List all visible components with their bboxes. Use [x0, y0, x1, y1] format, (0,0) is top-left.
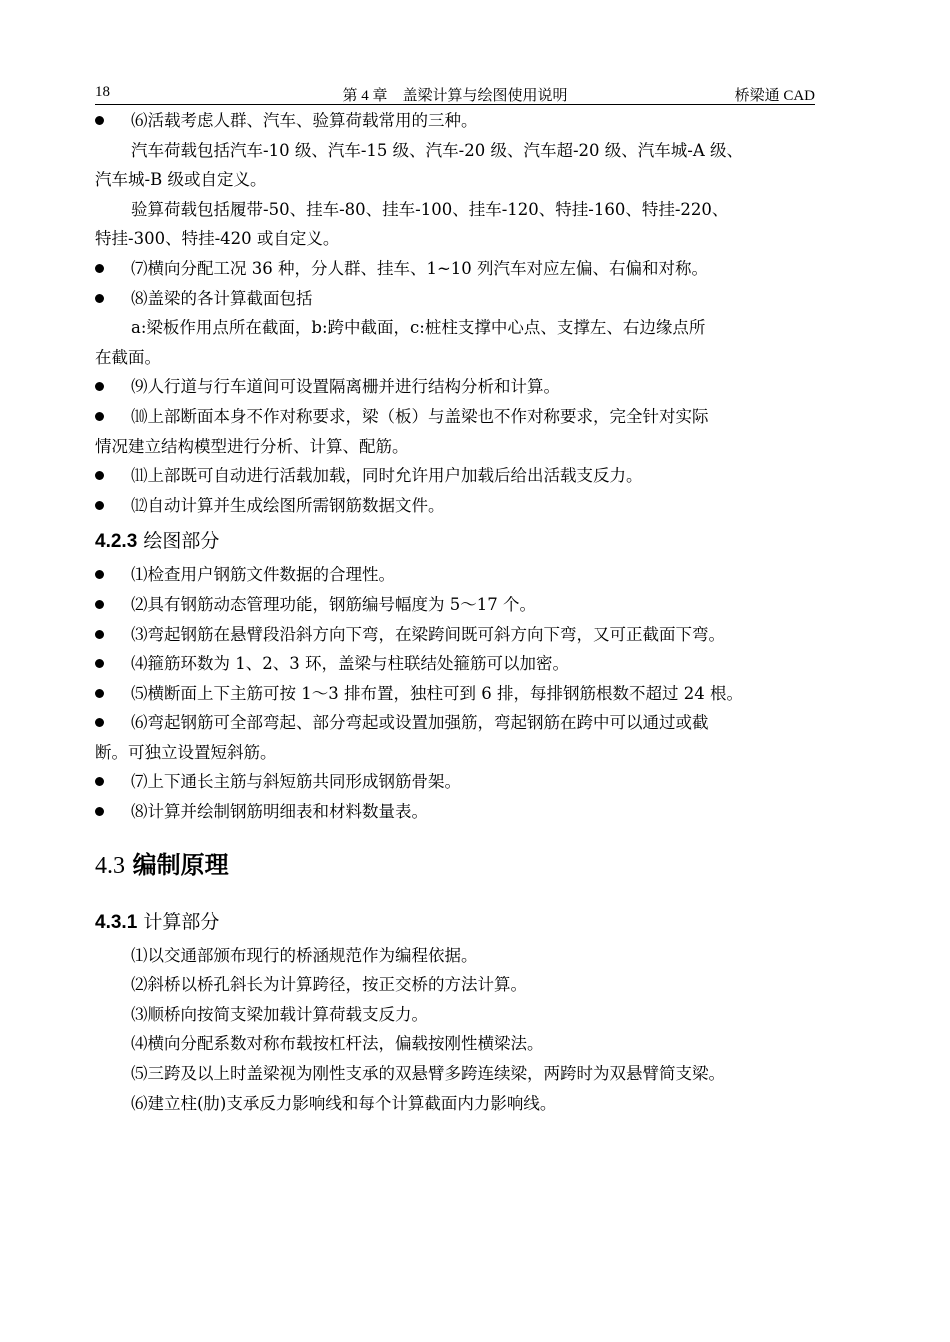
paragraph-line: 汽车城-B 级或自定义。	[95, 170, 267, 190]
list-item: ⑼人行道与行车道间可设置隔离栅并进行结构分析和计算。	[95, 372, 817, 402]
list-item: ⑹弯起钢筋可全部弯起、部分弯起或设置加强筋，弯起钢筋在跨中可以通过或截	[95, 708, 817, 738]
principle-item: ⑸三跨及以上时盖梁视为刚性支承的双悬臂多跨连续梁，两跨时为双悬臂简支梁。	[131, 1064, 725, 1084]
bullet-icon	[95, 412, 104, 421]
bullet-icon	[95, 600, 104, 609]
bullet-icon	[95, 116, 104, 125]
paragraph-line: 汽车荷载包括汽车-10 级、汽车-15 级、汽车-20 级、汽车超-20 级、汽车城-A 级、	[131, 140, 743, 160]
section-heading-4-3-1: 4.3.1 计算部分	[95, 910, 220, 933]
bullet-icon	[95, 689, 104, 698]
principle-item: ⑹建立柱(肋)支承反力影响线和每个计算截面内力影响线。	[131, 1093, 557, 1113]
list-item: ⑶弯起钢筋在悬臂段沿斜方向下弯，在梁跨间既可斜方向下弯，又可正截面下弯。	[95, 620, 817, 650]
chapter-title: 第 4 章 盖梁计算与绘图使用说明	[342, 88, 568, 104]
page-number: 18	[95, 84, 110, 100]
list-item: ⑷箍筋环数为 1、2、3 环，盖梁与柱联结处箍筋可以加密。	[95, 649, 817, 679]
list-item: ⑸横断面上下主筋可按 1～3 排布置，独柱可到 6 排，每排钢筋根数不超过 24 根。	[95, 679, 817, 709]
list-item: ⑴检查用户钢筋文件数据的合理性。	[95, 560, 817, 590]
list-item: ⑵具有钢筋动态管理功能，钢筋编号幅度为 5～17 个。	[95, 590, 817, 620]
bullet-icon	[95, 570, 104, 579]
product-name: 桥梁通 CAD	[734, 88, 815, 104]
list-item: ⑽上部断面本身不作对称要求，梁（板）与盖梁也不作对称要求，完全针对实际	[95, 402, 817, 432]
bullet-icon	[95, 501, 104, 510]
paragraph-line: 验算荷载包括履带-50、挂车-80、挂车-100、挂车-120、特挂-160、特挂-220、	[131, 199, 729, 219]
list-item: ⑺上下通长主筋与斜短筋共同形成钢筋骨架。	[95, 767, 817, 797]
bullet-icon	[95, 630, 104, 639]
paragraph-line: 断。可独立设置短斜筋。	[95, 742, 277, 762]
paragraph-line: a:梁板作用点所在截面，b:跨中截面，c:桩柱支撑中心点、支撑左、右边缘点所	[131, 318, 706, 338]
bullet-icon	[95, 777, 104, 786]
principle-item: ⑴以交通部颁布现行的桥涵规范作为编程依据。	[131, 945, 478, 965]
bullet-icon	[95, 264, 104, 273]
section-heading-4-3: 4.3 编制原理	[95, 850, 229, 879]
bullet-icon	[95, 471, 104, 480]
list-item: ⑻盖梁的各计算截面包括	[95, 284, 817, 314]
list-item: ⑿自动计算并生成绘图所需钢筋数据文件。	[95, 491, 817, 521]
page-body	[95, 106, 817, 1118]
page-header	[95, 84, 815, 105]
principle-item: ⑶顺桥向按简支梁加载计算荷载支反力。	[131, 1004, 428, 1024]
bullet-icon	[95, 718, 104, 727]
paragraph-line: 情况建立结构模型进行分析、计算、配筋。	[95, 436, 409, 456]
list-item: ⑾上部既可自动进行活载加载，同时允许用户加载后给出活载支反力。	[95, 461, 817, 491]
paragraph-line: 在截面。	[95, 347, 161, 367]
list-item: ⑹活载考虑人群、汽车、验算荷载常用的三种。	[95, 106, 817, 136]
bullet-icon	[95, 294, 104, 303]
principle-item: ⑷横向分配系数对称布载按杠杆法，偏载按刚性横梁法。	[131, 1034, 544, 1054]
list-item: ⑻计算并绘制钢筋明细表和材料数量表。	[95, 797, 817, 827]
bullet-icon	[95, 382, 104, 391]
bullet-icon	[95, 659, 104, 668]
paragraph-line: 特挂-300、特挂-420 或自定义。	[95, 229, 340, 249]
section-heading-4-2-3: 4.2.3 绘图部分	[95, 530, 220, 553]
list-item: ⑺横向分配工况 36 种，分人群、挂车、1~10 列汽车对应左偏、右偏和对称。	[95, 254, 817, 284]
bullet-icon	[95, 807, 104, 816]
principle-item: ⑵斜桥以桥孔斜长为计算跨径，按正交桥的方法计算。	[131, 975, 527, 995]
